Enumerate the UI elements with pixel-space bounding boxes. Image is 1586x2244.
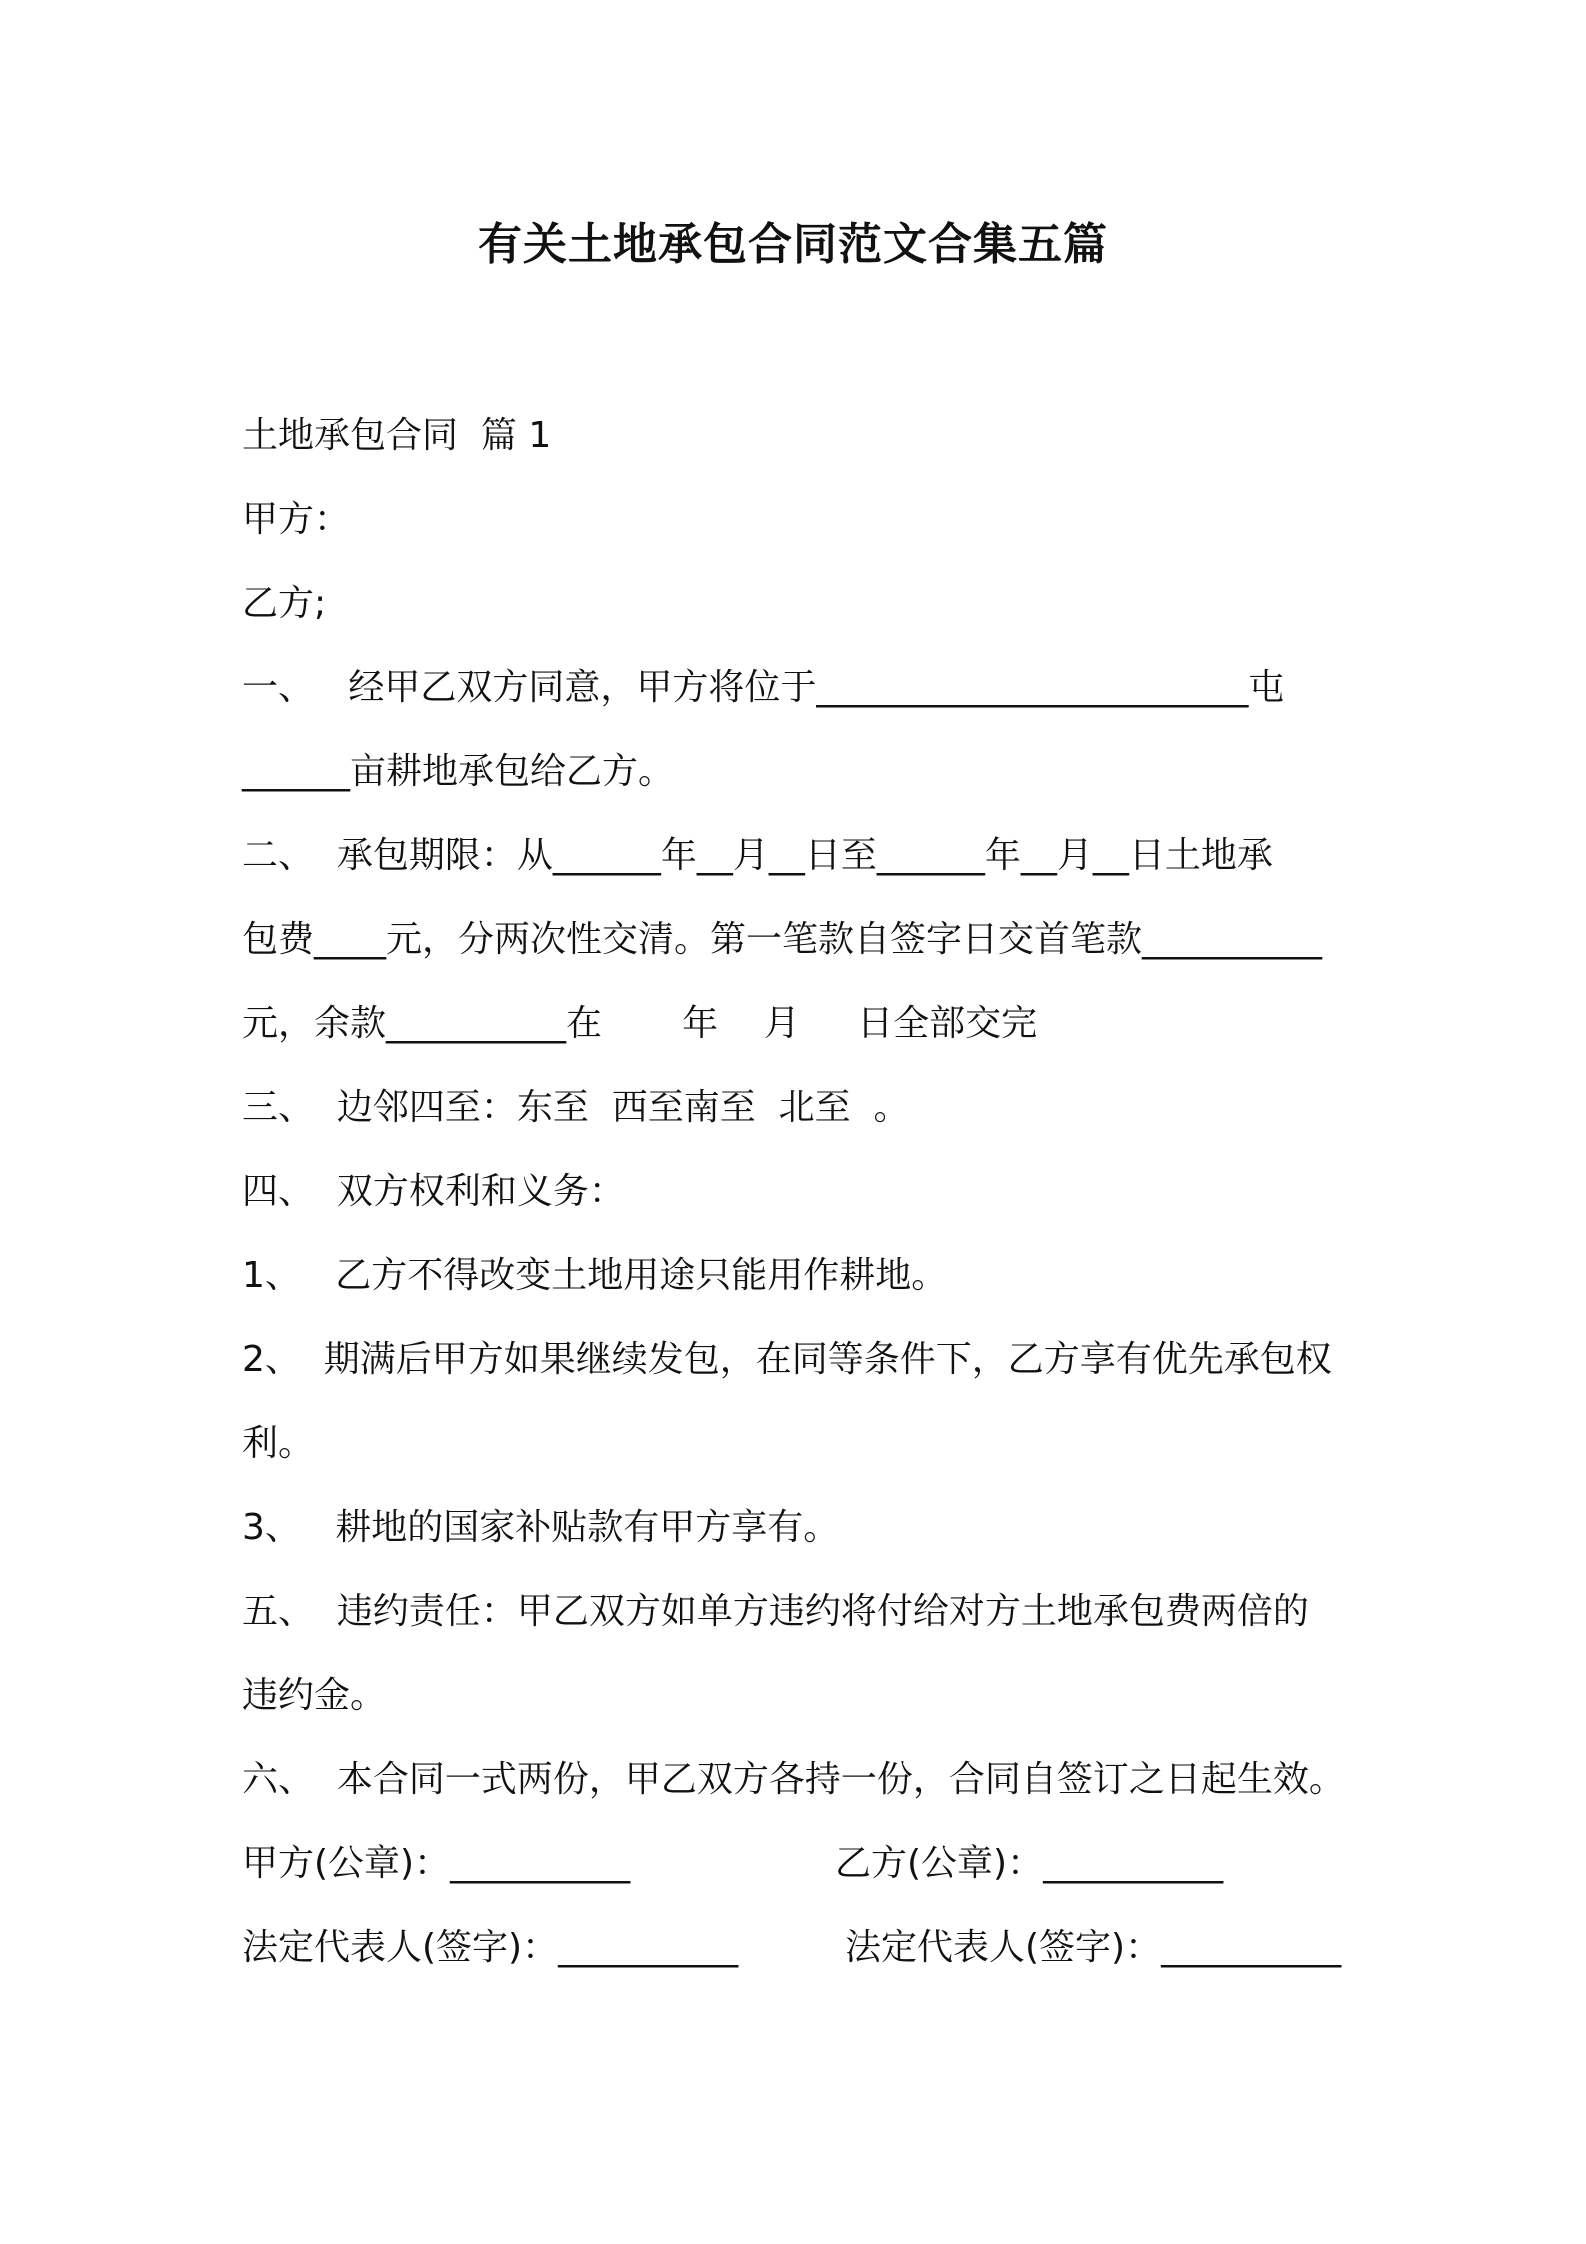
clause-2-line-1: 二、 承包期限：从______年__月__日至______年__月__日土地承 [242, 835, 1273, 876]
signature-representative-a: 法定代表人(签字)：__________ [242, 1927, 739, 1968]
clause-3: 三、 边邻四至：东至 西至南至 北至 。 [242, 1087, 910, 1128]
clause-5-line-2: 违约金。 [242, 1675, 387, 1716]
party-b-label: 乙方; [242, 583, 327, 624]
item-3: 3、 耕地的国家补贴款有甲方享有。 [242, 1507, 840, 1548]
clause-4: 四、 双方权利和义务： [242, 1171, 625, 1212]
item-2-line-1: 2、 期满后甲方如果继续发包，在同等条件下，乙方享有优先承包权 [242, 1339, 1332, 1380]
item-2-line-2: 利。 [242, 1423, 315, 1464]
party-a-label: 甲方： [242, 499, 351, 540]
signature-party-b: 乙方(公章)：__________ [835, 1843, 1224, 1884]
clause-5-line-1: 五、 违约责任：甲乙双方如单方违约将付给对方土地承包费两倍的 [242, 1591, 1309, 1632]
signature-representative-b: 法定代表人(签字)：__________ [845, 1927, 1342, 1968]
clause-1-line-1: 一、 经甲乙双方同意，甲方将位于________________________屯 [242, 667, 1285, 708]
signature-party-a: 甲方(公章)：__________ [242, 1843, 631, 1884]
clause-2-line-3: 元，余款__________在 年 月 日全部交完 [242, 1003, 1038, 1044]
clause-2-line-2: 包费____元，分两次性交清。第一笔款自签字日交首笔款__________ [242, 919, 1323, 960]
clause-1-line-2: ______亩耕地承包给乙方。 [242, 751, 675, 792]
item-1: 1、 乙方不得改变土地用途只能用作耕地。 [242, 1255, 948, 1296]
clause-6: 六、 本合同一式两份，甲乙双方各持一份，合同自签订之日起生效。 [242, 1759, 1345, 1800]
document-title: 有关土地承包合同范文合集五篇 [478, 219, 1108, 270]
section-heading: 土地承包合同 篇 1 [242, 415, 552, 456]
